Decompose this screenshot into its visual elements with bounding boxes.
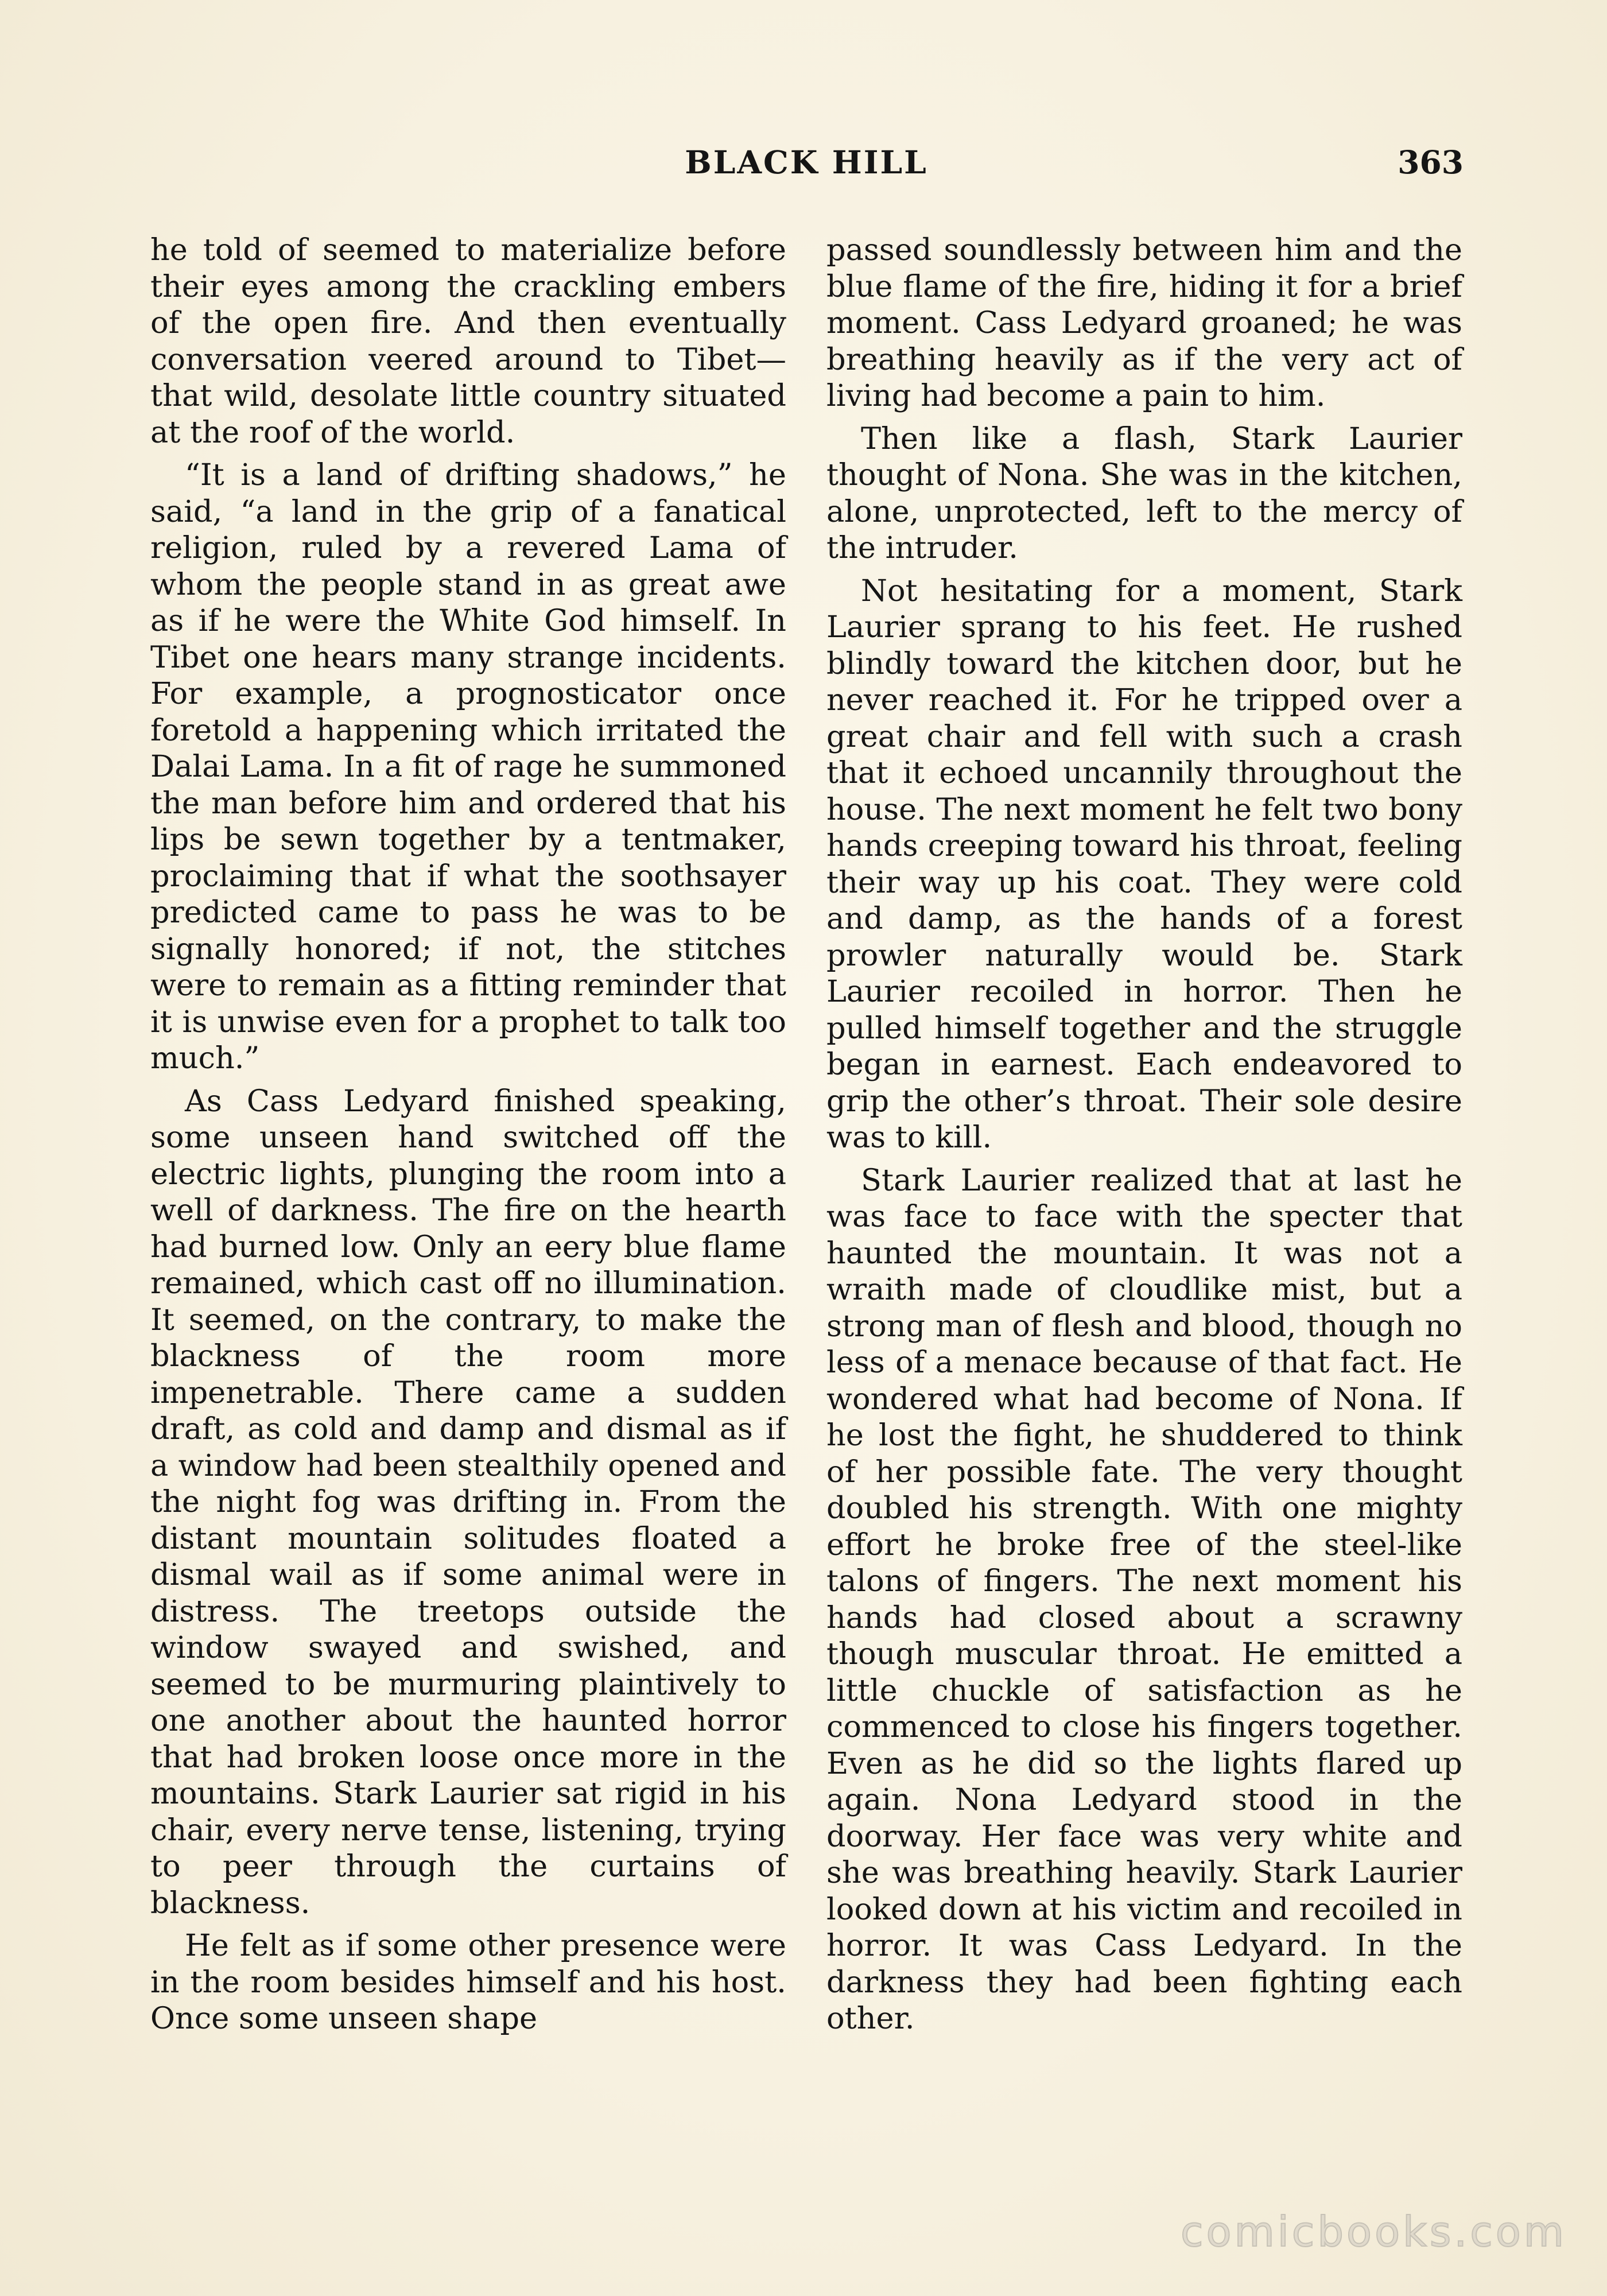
right-text-column (826, 232, 1462, 2043)
paragraph: passed soundlessly between him and the blue flame of the fire, hiding it for a brief moment. Cass Ledyard groaned; he was breathing heavily as if the very act of living had become a pain to him. (826, 232, 1462, 413)
paragraph: he told of seemed to materialize before their eyes among the crackling embers of the open fire. And then eventually conversation veered around to Tibet—that wild, desolate little country situated at the roof of the world. (150, 232, 786, 450)
paragraph: He felt as if some other presence were in the room besides himself and his host. Once some unseen shape (150, 1928, 786, 2036)
left-text-column (150, 232, 786, 2043)
site-watermark: comicbooks.com (1180, 2208, 1567, 2256)
paragraph: Then like a flash, Stark Laurier thought of Nona. She was in the kitchen, alone, unprotected, left to the mercy of the intruder. (826, 421, 1462, 565)
paragraph: As Cass Ledyard finished speaking, some unseen hand switched off the electric lights, plunging the room into a well of darkness. The fire on the hearth had burned low. Only an eery blue flame remained, which cast off no illumination. It seemed, on the contrary, to make the blackness of the room more impenetrable. There came a sudden draft, as cold and damp and dismal as if a window had been stealthily opened and the night fog was drifting in. From the distant mountain solitudes floated a dismal wail as if some animal were in distress. The treetops outside the window swayed and swished, and seemed to be murmuring plaintively to one another about the haunted horror that had broken loose once more in the mountains. Stark Laurier sat rigid in his chair, every nerve tense, listening, trying to peer through the curtains of blackness. (150, 1083, 786, 1921)
paragraph: Stark Laurier realized that at last he was face to face with the specter that haunted the mountain. It was not a wraith made of cloudlike mist, but a strong man of flesh and blood, though no less of a menace because of that fact. He wondered what had become of Nona. If he lost the fight, he shuddered to think of her possible fate. The very thought doubled his strength. With one mighty effort he broke free of the steel-like talons of fingers. The next moment his hands had closed about a scrawny though muscular throat. He emitted a little chuckle of satisfaction as he commenced to close his fingers together. Even as he did so the lights flared up again. Nona Ledyard stood in the doorway. Her face was very white and she was breathing heavily. Stark Laurier looked down at his victim and recoiled in horror. It was Cass Ledyard. In the darkness they had been fighting each other. (826, 1162, 1462, 2036)
paragraph: Not hesitating for a moment, Stark Laurier sprang to his feet. He rushed blindly toward the kitchen door, but he never reached it. For he tripped over a great chair and fell with such a crash that it echoed uncannily throughout the house. The next moment he felt two bony hands creeping toward his throat, feeling their way up his coat. They were cold and damp, as the hands of a forest prowler naturally would be. Stark Laurier recoiled in horror. Then he pulled himself together and the struggle began in earnest. Each endeavored to grip the other’s throat. Their sole desire was to kill. (826, 573, 1462, 1155)
page-number: 363 (1398, 144, 1464, 181)
running-header (149, 144, 1464, 189)
running-title: BLACK HILL (685, 144, 928, 181)
paragraph: “It is a land of drifting shadows,” he said, “a land in the grip of a fanatical religion, ruled by a revered Lama of whom the people stand in as great awe as if he were the White God himself. In Tibet one hears many strange incidents. For example, a prognosticator once foretold a happening which irritated the Dalai Lama. In a fit of rage he summoned the man before him and ordered that his lips be sewn together by a tentmaker, proclaiming that if what the soothsayer predicted came to pass he was to be signally honored; if not, the stitches were to remain as a fitting reminder that it is unwise even for a prophet to talk too much.” (150, 457, 786, 1076)
